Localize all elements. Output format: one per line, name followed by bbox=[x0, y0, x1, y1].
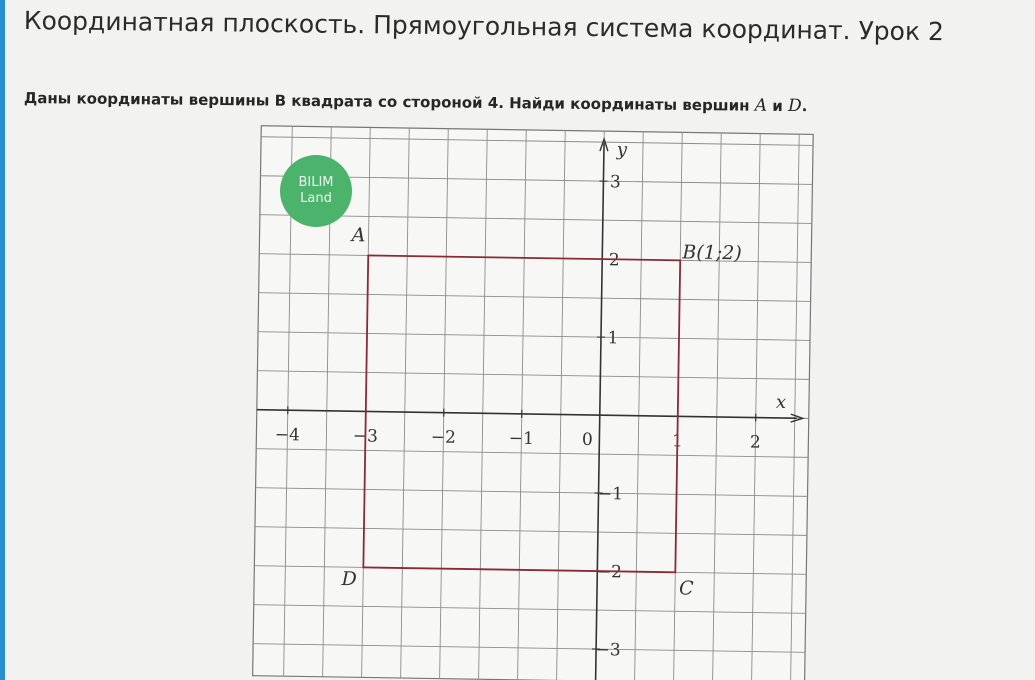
logo-line-2: Land bbox=[300, 191, 332, 206]
y-tick-label: −1 bbox=[597, 484, 624, 505]
vertex-label-b: B(1;2) bbox=[682, 241, 742, 265]
vertex-a-name: A bbox=[754, 95, 768, 116]
x-tick-label: 0 bbox=[581, 429, 593, 450]
y-tick-label: 1 bbox=[607, 328, 619, 349]
x-tick-label: −1 bbox=[508, 428, 535, 450]
vertex-label-c: C bbox=[678, 577, 694, 600]
logo-line-1: BILIM bbox=[298, 175, 334, 190]
x-axis-label: x bbox=[775, 391, 787, 414]
task-text-main: Даны координаты вершины В квадрата со стороной 4. Найди координаты вершин bbox=[23, 88, 755, 115]
x-tick-label: −3 bbox=[352, 426, 379, 447]
task-text-end: . bbox=[801, 97, 808, 116]
y-tick-label: −3 bbox=[595, 640, 621, 661]
x-tick-label: 1 bbox=[671, 431, 683, 452]
bilim-land-logo bbox=[280, 155, 352, 227]
task-conjunction: и bbox=[766, 96, 789, 116]
y-axis-label: y bbox=[616, 139, 628, 161]
x-tick-label: 2 bbox=[749, 432, 761, 453]
vertex-label-d: D bbox=[341, 568, 357, 591]
vertex-d-name: D bbox=[787, 96, 802, 117]
x-tick-label: −4 bbox=[274, 424, 301, 446]
y-tick-label: 2 bbox=[608, 250, 620, 271]
vertex-label-a: A bbox=[351, 224, 366, 247]
x-tick-label: −2 bbox=[430, 427, 457, 448]
lesson-title: Координатная плоскость. Прямоугольная система координат. Урок 2 bbox=[23, 6, 945, 47]
y-tick-label: −2 bbox=[596, 562, 622, 583]
y-tick-label: 3 bbox=[609, 172, 622, 193]
